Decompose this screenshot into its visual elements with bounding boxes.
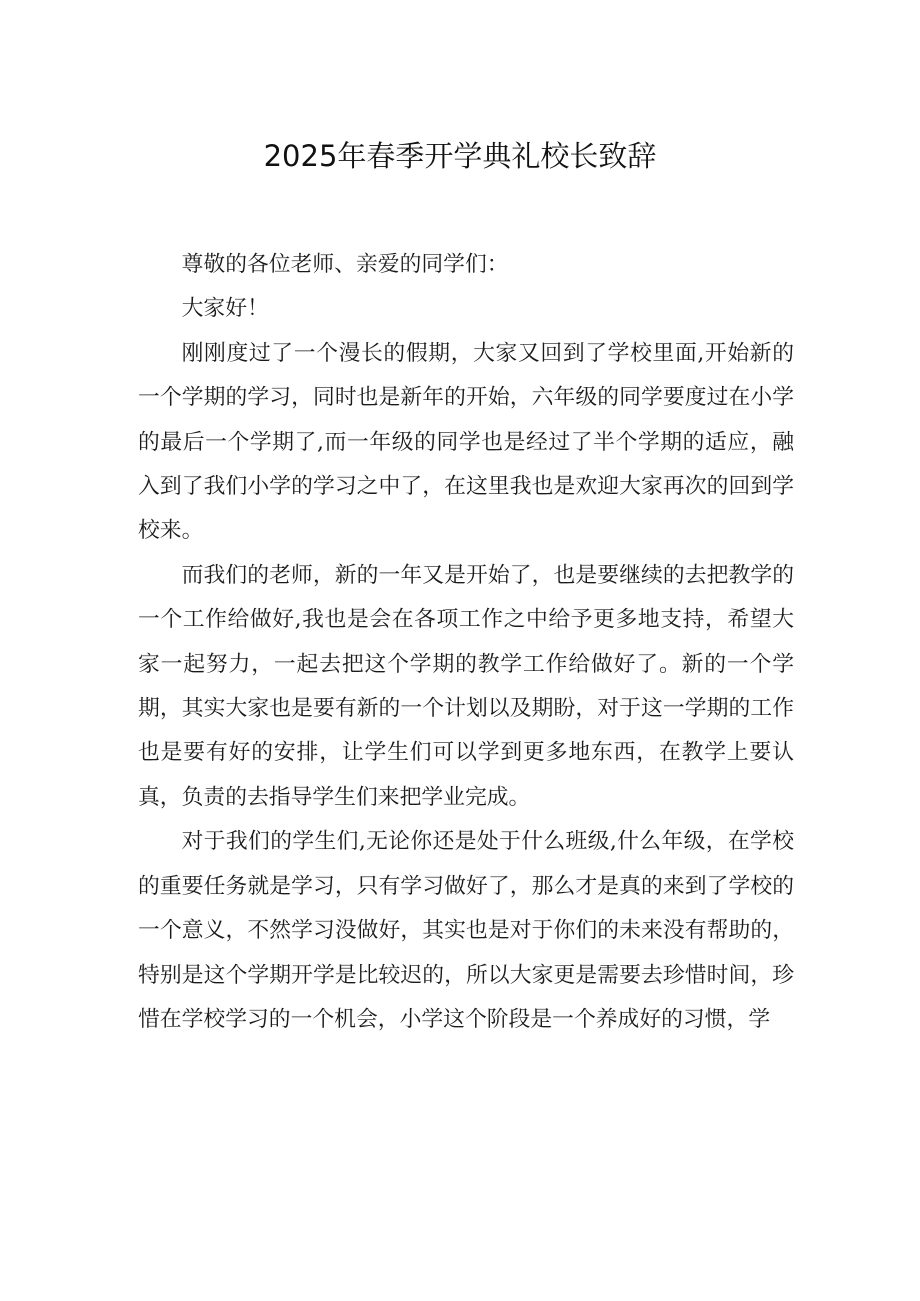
- document-body: [138, 243, 794, 1042]
- body-paragraph: 对于我们的学生们,无论你还是处于什么班级,什么年级，在学校的重要任务就是学习，只有学习做好了，那么才是真的来到了学校的一个意义，不然学习没做好，其实也是对于你们的未来没有帮助的，特别是这个学期开学是比较迟的，所以大家更是需要去珍惜时间，珍惜在学校学习的一个机会，小学这个阶段是一个养成好的习惯，学: [138, 829, 794, 1032]
- greeting-paragraph: 大家好！: [181, 296, 269, 322]
- page-title: 2025年春季开学典礼校长致辞: [263, 139, 657, 173]
- body-paragraph: 刚刚度过了一个漫长的假期，大家又回到了学校里面,开始新的一个学期的学习，同时也是新年的开始，六年级的同学要度过在小学的最后一个学期了,而一年级的同学也是经过了半个学期的适应，融入到了我们小学的学习之中了，在这里我也是欢迎大家再次的回到学校来。: [138, 340, 794, 544]
- body-paragraph: 而我们的老师，新的一年又是开始了，也是要继续的去把教学的一个工作给做好,我也是会在各项工作之中给予更多地支持，希望大家一起努力，一起去把这个学期的教学工作给做好了。新的一个学期，其实大家也是要有新的一个计划以及期盼，对于这一学期的工作也是要有好的安排，让学生们可以学到更多地东西，在教学上要认真，负责的去指导学生们来把学业完成。: [138, 562, 794, 810]
- salutation-paragraph: 尊敬的各位老师、亲爱的同学们：: [181, 252, 509, 277]
